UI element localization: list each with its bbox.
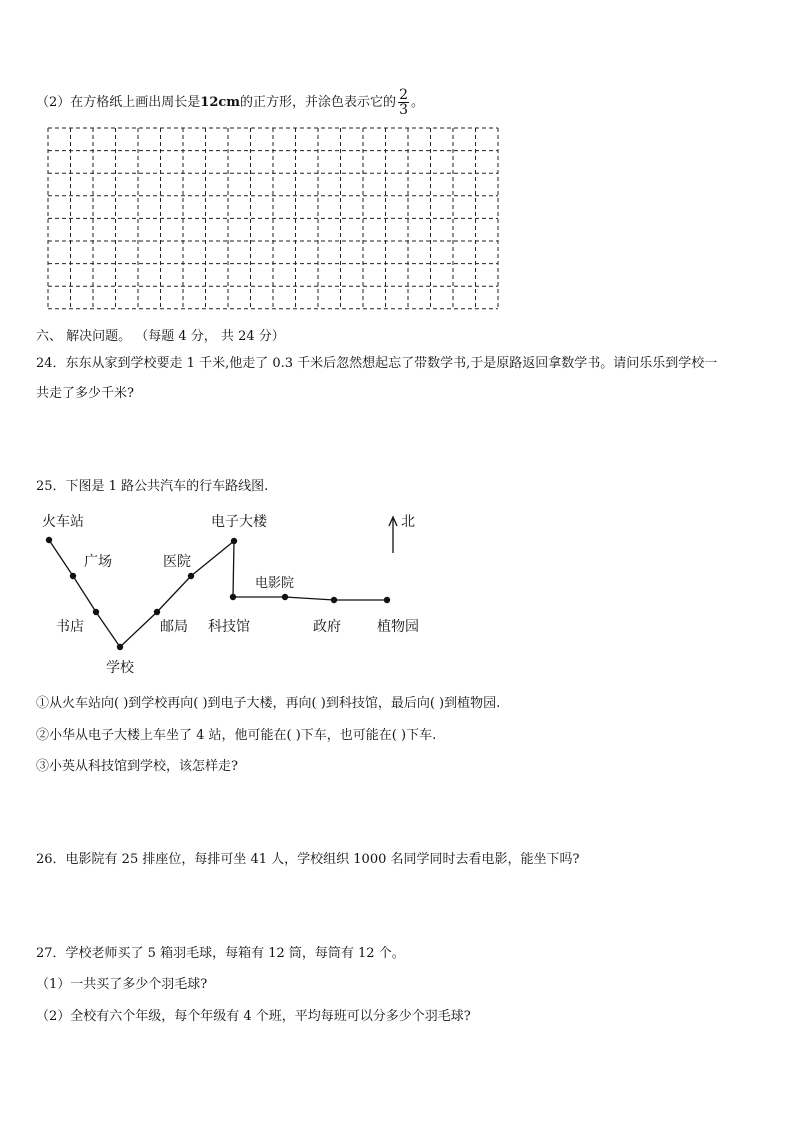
station-label: 广场 [84, 554, 112, 570]
fraction [398, 88, 409, 117]
grid-paper[interactable] [44, 124, 504, 314]
q23-part2-length: 12cm [200, 95, 241, 110]
station-dot [282, 594, 288, 600]
station-label: 政府 [313, 619, 341, 635]
station-dot [188, 573, 194, 579]
q24-line2: 共走了多少千米? [36, 386, 134, 401]
q23-part2-suffix: 。 [410, 95, 424, 110]
station-label: 学校 [106, 660, 134, 676]
fraction-numerator: 2 [399, 87, 408, 103]
station-dot [93, 609, 99, 615]
station-dot [70, 573, 76, 579]
station-dot [331, 597, 337, 603]
station-label: 医院 [163, 554, 191, 570]
station-label: 科技馆 [208, 619, 250, 635]
q23-part2-mid: 的正方形，并涂色表示它的 [240, 95, 397, 110]
q25-sub1: ①从火车站向( )到学校再向( )到电子大楼，再向( )到科技馆，最后向( )到植物园. [36, 696, 501, 711]
q25-sub3: ③小英从科技馆到学校，该怎样走? [36, 759, 238, 774]
station-label: 电子大楼 [211, 514, 267, 530]
q25-sub2: ②小华从电子大楼上车坐了 4 站，他可能在( )下车，也可能在( )下车. [36, 728, 437, 743]
station-label: 书店 [56, 619, 84, 635]
bus-route-map [36, 505, 496, 685]
q27-sub1: （1）一共买了多少个羽毛球? [36, 977, 208, 992]
section-heading: 六、 解决问题。 （每题 4 分， 共 24 分） [36, 329, 285, 344]
q23-part2-prefix: （2）在方格纸上画出周长是 [36, 95, 201, 110]
station-label: 电影院 [255, 576, 295, 591]
q27-title: 27．学校老师买了 5 箱羽毛球，每箱有 12 筒，每筒有 12 个。 [36, 946, 405, 961]
station-label: 植物园 [377, 619, 419, 635]
station-label: 邮局 [160, 619, 188, 635]
station-dot [154, 609, 160, 615]
station-dot [117, 644, 123, 650]
fraction-denominator: 3 [399, 102, 408, 118]
q25-title: 25．下图是 1 路公共汽车的行车路线图. [36, 479, 269, 494]
q27-sub2: （2）全校有六个年级，每个年级有 4 个班，平均每班可以分多少个羽毛球? [36, 1009, 471, 1024]
station-dot [46, 537, 52, 543]
station-dot [384, 597, 390, 603]
q26-text: 26．电影院有 25 排座位，每排可坐 41 人，学校组织 1000 名同学同时去看电影，能坐下吗? [36, 852, 580, 867]
q23-part2 [36, 88, 424, 117]
station-label: 火车站 [42, 514, 84, 530]
station-dot [231, 538, 237, 544]
station-dot [230, 594, 236, 600]
q24-line1: 24．东东从家到学校要走 1 千米,他走了 0.3 千米后忽然想起忘了带数学书,于是原路返回拿数学书。请问乐乐到学校一 [36, 356, 718, 371]
north-label: 北 [401, 514, 415, 530]
